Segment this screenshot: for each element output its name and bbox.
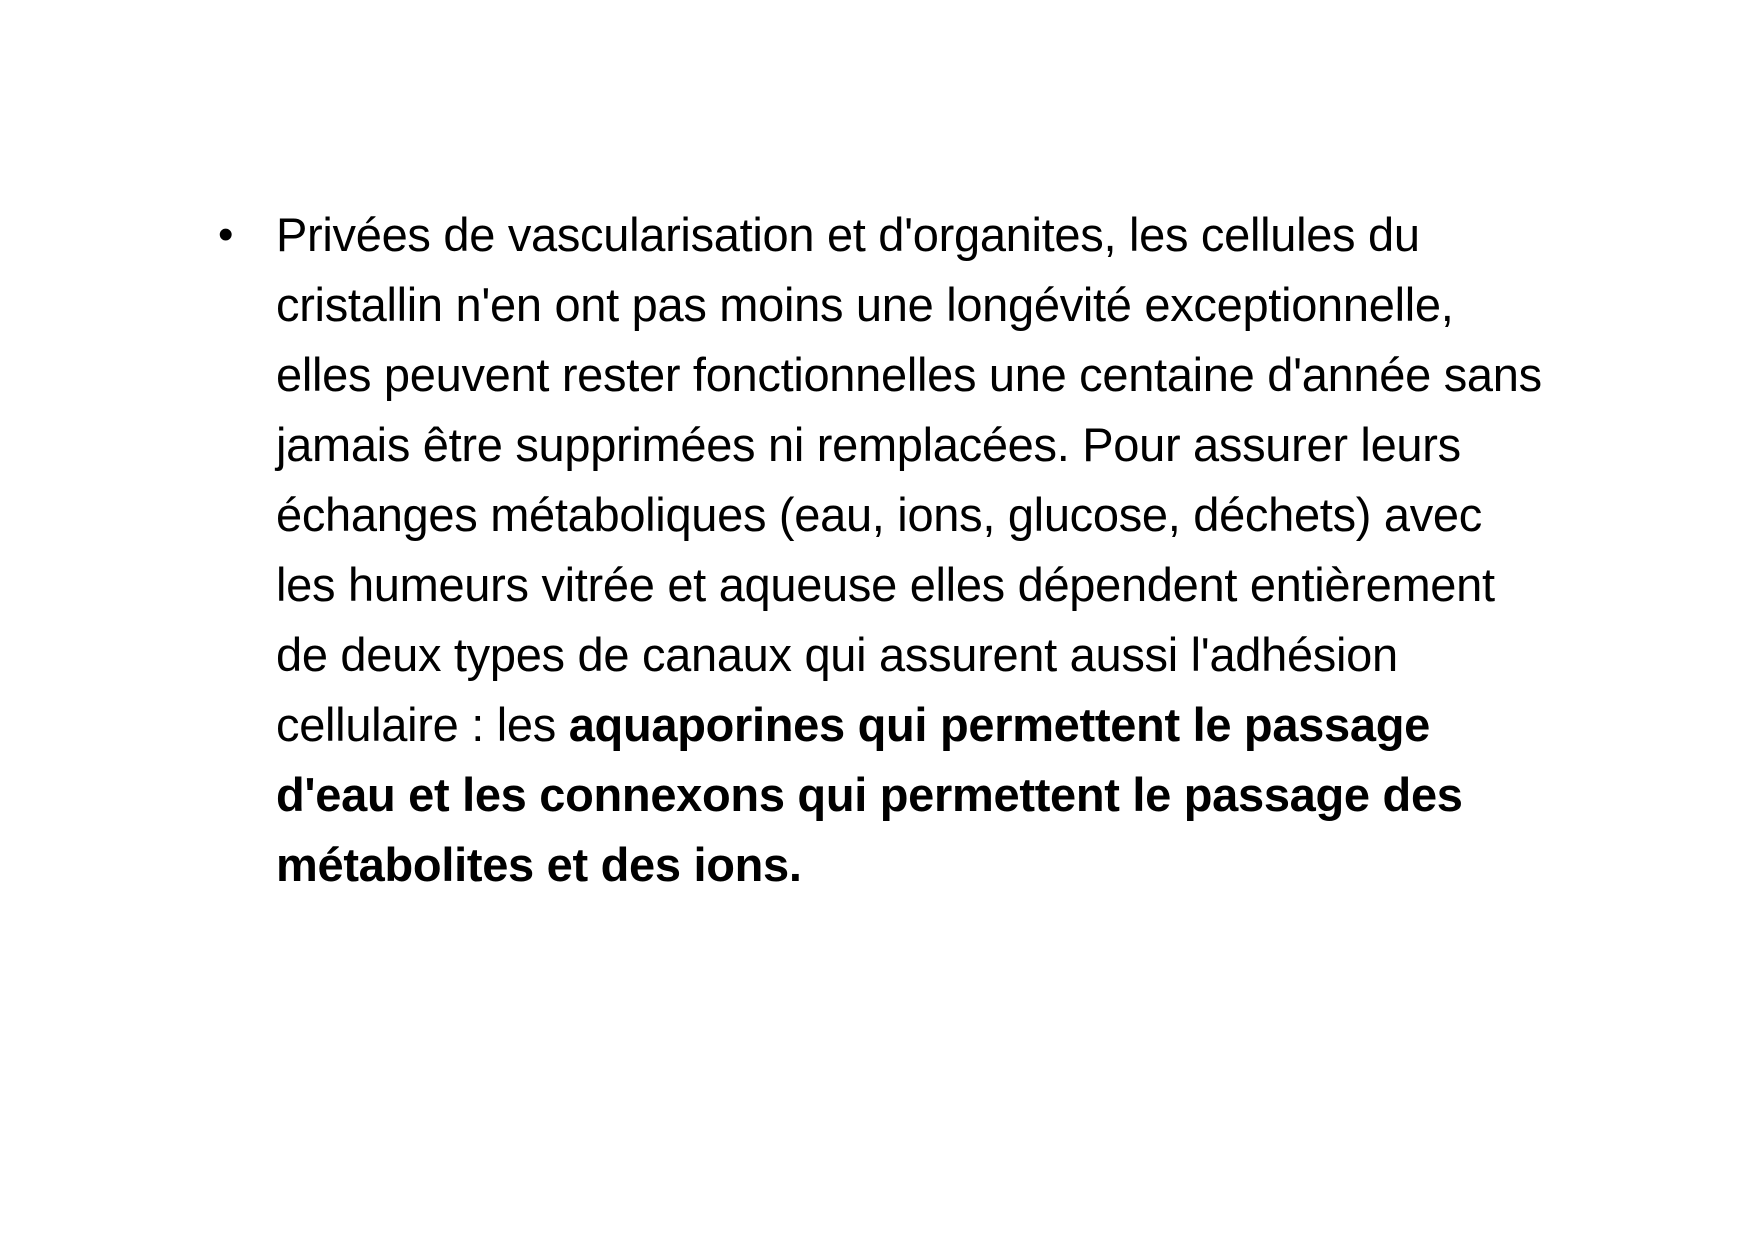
paragraph-bold-text: aquaporines qui permettent le passage d'eau et les connexons qui permettent le passage des métabolites et des ions.	[276, 698, 1463, 891]
bullet-list	[218, 200, 1548, 900]
paragraph-regular-text: Privées de vascularisation et d'organites, les cellules du cristallin n'en ont pas moins une longévité exceptionnelle, elles peuvent rester fonctionnelles une centaine d'année sans jamais être supprimées ni remplacées. Pour assurer leurs échanges métaboliques (eau, ions, glucose, déchets) avec les humeurs vitrée et aqueuse elles dépendent entièrement de deux types de canaux qui assurent aussi l'adhésion cellulaire : les	[276, 208, 1542, 751]
bullet-item	[218, 200, 1548, 900]
bullet-dot-icon: •	[218, 210, 234, 259]
